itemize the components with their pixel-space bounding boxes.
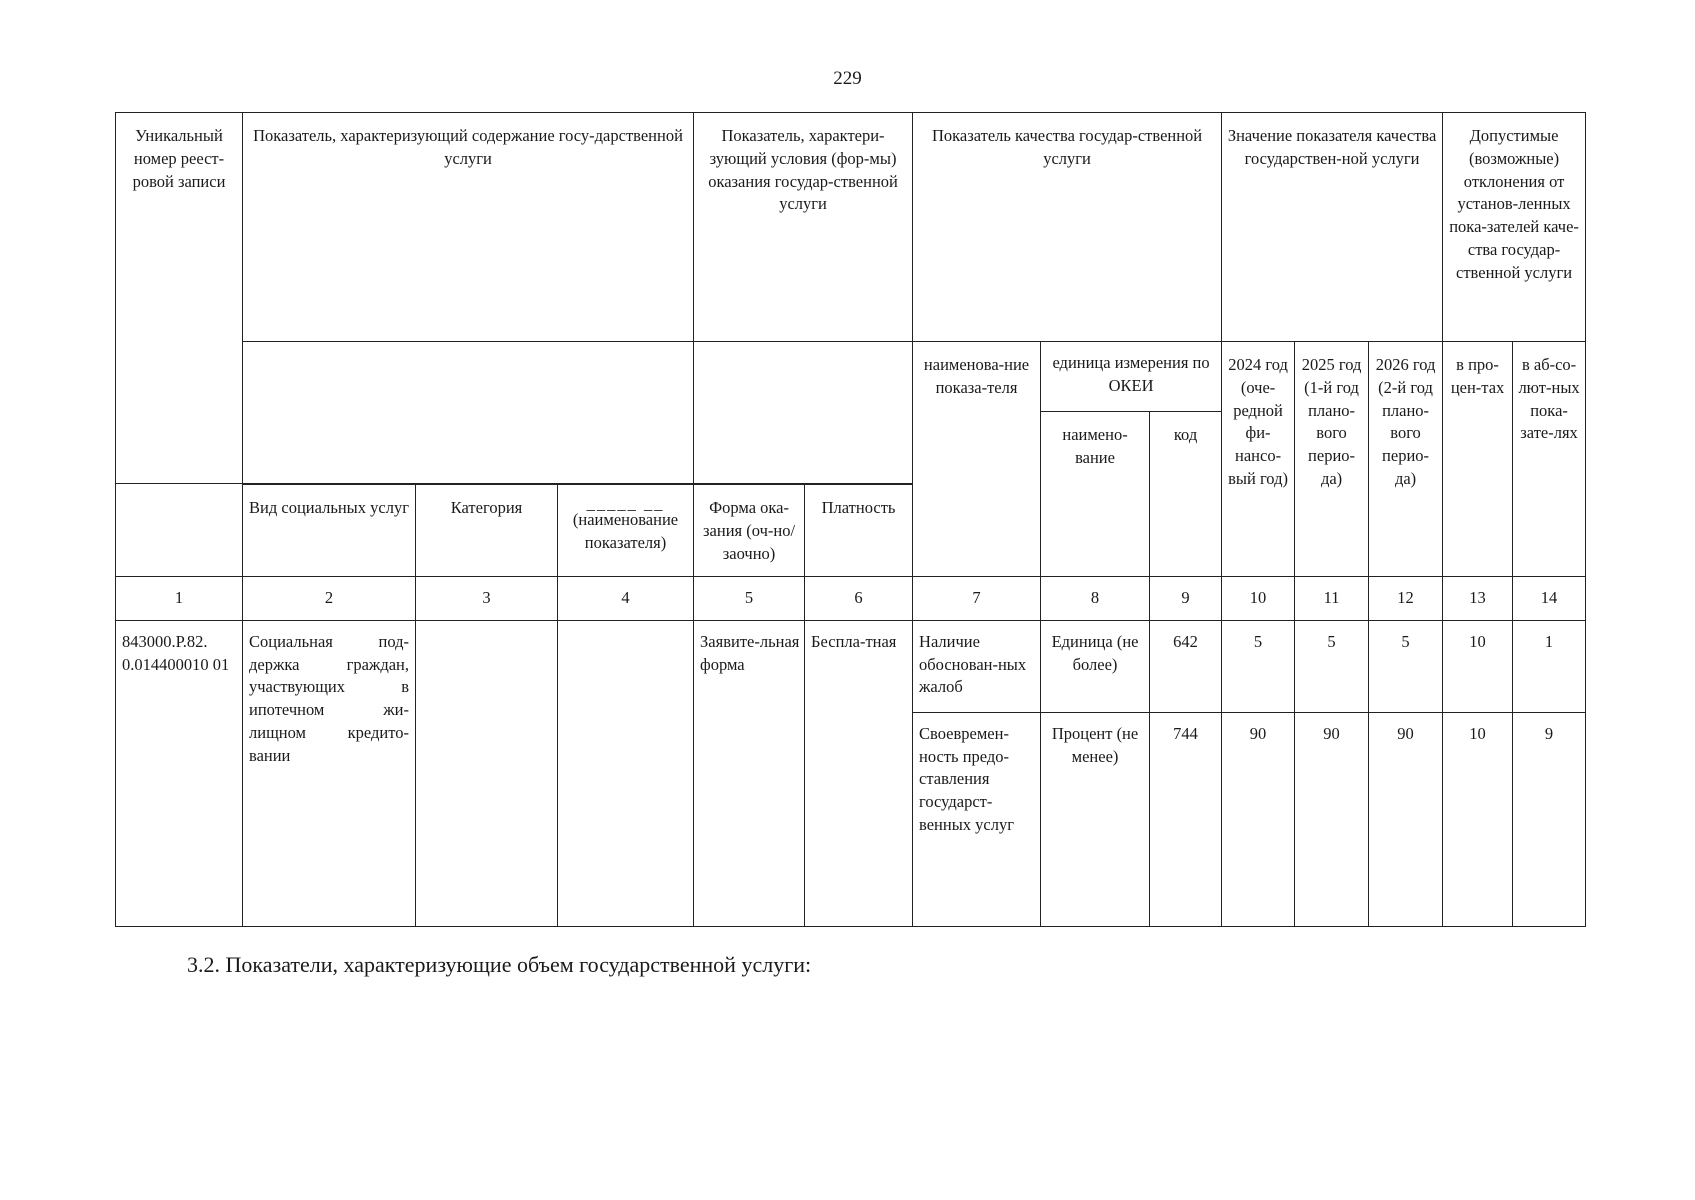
column-number: 7 [913, 577, 1041, 621]
header-okei-name: наимено-вание [1041, 412, 1150, 577]
payment-cell: Беспла-тная [805, 620, 913, 926]
header-quality-value: Значение показателя качества государствен-ной услуги [1222, 113, 1443, 342]
registry-number-cell: 843000.Р.82. 0.014400010 01 [116, 620, 243, 926]
value-2025-cell: 90 [1295, 712, 1369, 926]
blank-indicator-dash: _____ __ [586, 494, 665, 513]
deviation-percent-cell: 10 [1443, 620, 1513, 712]
service-type-cell: Социальная под-держка граждан, участвующих в ипотечном жи-лищном кредито-вании [243, 620, 416, 926]
column-number: 6 [805, 577, 913, 621]
header-year-2025: 2025 год (1-й год плано-вого перио-да) [1295, 342, 1369, 577]
section-heading: 3.2. Показатели, характеризующие объем государственной услуги: [187, 952, 812, 977]
deviation-percent-cell: 10 [1443, 712, 1513, 926]
column-number: 8 [1041, 577, 1150, 621]
quality-indicators-table [115, 112, 1586, 927]
column-number: 4 [558, 577, 694, 621]
column-number: 11 [1295, 577, 1369, 621]
column-number: 13 [1443, 577, 1513, 621]
column-number: 10 [1222, 577, 1295, 621]
header-content-spacer [243, 342, 694, 484]
header-allowed-deviation: Допустимые (возможные) отклонения от установ-ленных пока-зателей каче-ства государ-ственной услуги [1443, 113, 1586, 342]
page-number: 229 [833, 68, 862, 89]
column-number: 1 [116, 577, 243, 621]
column-number: 5 [694, 577, 805, 621]
deviation-absolute-cell: 9 [1513, 712, 1586, 926]
header-registry-bottom [116, 485, 243, 577]
value-2024-cell: 90 [1222, 712, 1295, 926]
blank-indicator-label: (наименование показателя) [572, 510, 679, 552]
column-number-row [116, 577, 1586, 621]
header-content-indicator: Показатель, характеризующий содержание госу-дарственной услуги [243, 113, 694, 342]
header-indicator-name: наименова-ние показа-теля [913, 342, 1041, 577]
okei-code-cell: 642 [1150, 620, 1222, 712]
column-number: 3 [416, 577, 558, 621]
column-number: 9 [1150, 577, 1222, 621]
unit-name-cell: Процент (не менее) [1041, 712, 1150, 926]
header-okei-unit: единица измерения по ОКЕИ [1041, 342, 1222, 412]
deviation-absolute-cell: 1 [1513, 620, 1586, 712]
header-conditions-spacer [694, 342, 913, 484]
header-blank-indicator [558, 485, 694, 577]
column-number: 14 [1513, 577, 1586, 621]
blank-indicator-cell [558, 620, 694, 926]
header-conditions-indicator: Показатель, характери-зующий условия (фор-мы) оказания государ-ственной услуги [694, 113, 913, 342]
okei-code-cell: 744 [1150, 712, 1222, 926]
header-in-absolute: в аб-со-лют-ных пока-зате-лях [1513, 342, 1586, 577]
header-year-2026: 2026 год (2-й год плано-вого перио-да) [1369, 342, 1443, 577]
table-row [116, 620, 1586, 712]
header-service-type: Вид социальных услуг [243, 485, 416, 577]
header-okei-code: код [1150, 412, 1222, 577]
column-number: 2 [243, 577, 416, 621]
header-registry-number: Уникальный номер реест-ровой записи [116, 113, 243, 484]
category-cell [416, 620, 558, 926]
header-year-2024: 2024 год (оче-редной фи-нансо-вый год) [1222, 342, 1295, 577]
service-form-cell: Заявите-льная форма [694, 620, 805, 926]
header-category: Категория [416, 485, 558, 577]
header-quality-indicator: Показатель качества государ-ственной услуги [913, 113, 1222, 342]
value-2025-cell: 5 [1295, 620, 1369, 712]
value-2024-cell: 5 [1222, 620, 1295, 712]
column-number: 12 [1369, 577, 1443, 621]
value-2026-cell: 5 [1369, 620, 1443, 712]
header-in-percent: в про-цен-тах [1443, 342, 1513, 577]
indicator-name-cell: Своевремен-ность предо-ставления государст-венных услуг [913, 712, 1041, 926]
indicator-name-cell: Наличие обоснован-ных жалоб [913, 620, 1041, 712]
header-service-form: Форма ока-зания (оч-но/заочно) [694, 485, 805, 577]
unit-name-cell: Единица (не более) [1041, 620, 1150, 712]
value-2026-cell: 90 [1369, 712, 1443, 926]
header-payment: Платность [805, 485, 913, 577]
